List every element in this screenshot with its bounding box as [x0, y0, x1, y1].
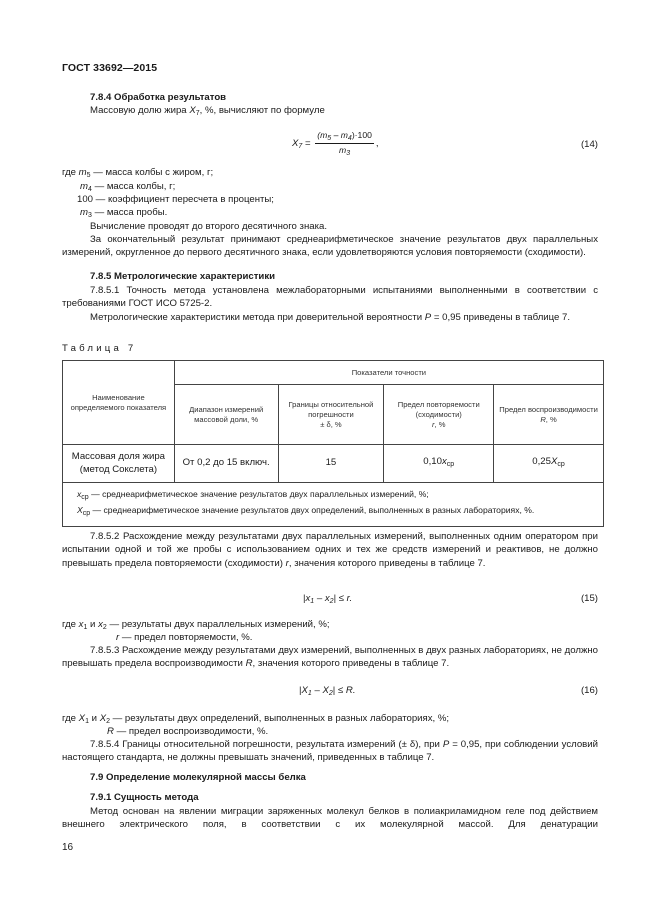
table-header-repeatability: Предел повторяемости (сходимости) r, %	[384, 385, 494, 445]
paragraph-7-8-5-2: 7.8.5.2 Расхождение между результатами двух параллельных измерений, выполненных одним оператором при испытании одной и той же пробы с использованием одних и тех же средств измерений и реактивов, не должно превышать предела повторяемости (сходимости) r, значения которого приведены в таблице 7.	[62, 531, 598, 569]
table-header-reproducibility: Предел воспроизводимости R, %	[494, 385, 604, 445]
table-header-name: Наименование определяемого показателя	[63, 361, 175, 445]
table-7	[62, 360, 604, 527]
paragraph-7-8-5-3: 7.8.5.3 Расхождение между результатами двух измерений, выполненных в двух разных лабораториях, не должно превышать предела воспроизводимости R, значения которого приведены в таблице 7.	[62, 645, 598, 670]
paragraph-7-9-1: Метод основан на явлении миграции заряженных молекул белков в полиакриламидном геле под действием внешнего электрического поля, в соответствии с их молекулярной массой. Для денатурации	[62, 806, 598, 831]
definition-x1-x2: где $x_1$ и $x_2$ — результаты двух параллельных измерений, %;	[62, 619, 330, 631]
table-cell-name: Массовая доля жира (метод Сокслета)	[63, 445, 175, 483]
formula-15-number: (15)	[580, 593, 598, 604]
definition-r: r — предел повторяемости, %.	[116, 632, 253, 643]
table-note-Xcp: $X_{ср}$ — среднеарифметическое значение результатов двух определений, выполненных в разных лабораториях, %.	[77, 505, 535, 517]
paragraph-7-8-5-4: 7.8.5.4 Границы относительной погрешности, результата измерений (± δ), при P = 0,95, при соблюдении условий настоящего стандарта, не должны превышать значений, приведенных в таблице 7.	[62, 739, 598, 764]
paragraph-rounding: Вычисление проводят до второго десятичного знака.	[90, 221, 327, 232]
section-7-8-5-title: 7.8.5 Метрологические характеристики	[90, 271, 276, 282]
table-7-caption: Таблица 7	[62, 343, 137, 354]
table-row	[63, 445, 604, 483]
definition-m3: $m_3$ — масса пробы.	[80, 207, 168, 219]
page-number: 16	[62, 842, 74, 853]
paragraph-metrology-intro: Метрологические характеристики метода при доверительной вероятности P = 0,95 приведены в таблице 7.	[90, 312, 571, 323]
paragraph-final-result: За окончательный результат принимают среднеарифметическое значение результатов двух параллельных измерений, округленное до первого десятичного знака, если удовлетворяются условия повторяемости (сходимости).	[62, 234, 598, 259]
paragraph-7-8-5-1: 7.8.5.1 Точность метода установлена межлабораторными испытаниями выполненными в соответствии с требованиями ГОСТ ИСО 5725-2.	[62, 285, 598, 310]
table-note-xcp: $x_{ср}$ — среднеарифметическое значение результатов двух параллельных измерений, %;	[77, 489, 429, 501]
table-header-bounds: Границы относительной погрешности ± δ, %	[278, 385, 384, 445]
formula-14: $X_7$ = $\frac{(m_5 - m_4)\cdot 100}{m_3}$ ,	[292, 130, 379, 157]
formula-14-number: (14)	[580, 139, 598, 150]
section-7-9-1-title: 7.9.1 Сущность метода	[90, 792, 199, 803]
definition-m5: где $m_5$ — масса колбы с жиром, г;	[62, 167, 214, 179]
definition-X1-X2: где $X_1$ и $X_2$ — результаты двух определений, выполненных в разных лабораториях, %;	[62, 713, 450, 725]
table-cell-reproducibility: $0,25X_{ср}$	[494, 445, 604, 483]
document-header: ГОСТ 33692—2015	[62, 62, 158, 74]
definition-100: 100 — коэффициент пересчета в проценты;	[77, 194, 274, 205]
table-header-range: Диапазон измерений массовой доли, %	[174, 385, 278, 445]
table-cell-range: От 0,2 до 15 включ.	[174, 445, 278, 483]
section-7-8-4-intro: Массовую долю жира $X_7$, %, вычисляют по формуле	[90, 105, 325, 117]
table-cell-bounds: 15	[278, 445, 384, 483]
table-header-group: Показатели точности	[174, 361, 603, 385]
table-cell-repeatability: $0,10x_{ср}$	[384, 445, 494, 483]
formula-15: $|x_1 - x_2| \le r$.	[303, 593, 353, 605]
section-7-8-4-title: 7.8.4 Обработка результатов	[90, 92, 227, 103]
formula-14-fraction: $\frac{(m_5 - m_4)\cdot 100}{m_3}$	[317, 130, 372, 157]
formula-16-number: (16)	[580, 685, 598, 696]
table-notes	[63, 483, 604, 527]
definition-m4: $m_4$ — масса колбы, г;	[80, 181, 176, 193]
definition-R: R — предел воспроизводимости, %.	[107, 726, 269, 737]
section-7-9-title: 7.9 Определение молекулярной массы белка	[90, 772, 306, 783]
formula-16: $|X_1 - X_2| \le R$.	[299, 685, 356, 697]
